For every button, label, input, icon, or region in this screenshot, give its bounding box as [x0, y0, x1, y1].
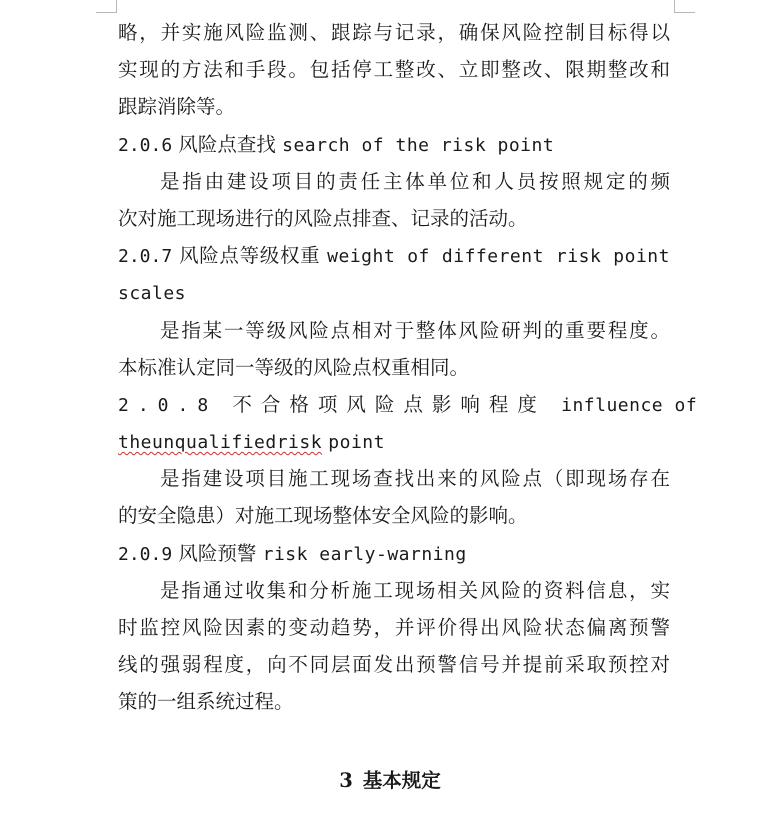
clause-number: 2.0.7 — [118, 246, 173, 268]
text-line: 本标准认定同一等级的风险点权重相同。 — [118, 355, 470, 379]
text-line: 时监控风险因素的变动趋势，并评价得出风险状态偏离预警 — [118, 616, 670, 639]
text-line: 是指某一等级风险点相对于整体风险研判的重要程度。 — [160, 318, 670, 342]
clause-term-en: search of the risk point — [282, 134, 555, 156]
text-line: 是指由建设项目的责任主体单位和人员按照规定的频 — [160, 169, 670, 193]
text-line: 是指通过收集和分析施工现场相关风险的资料信息，实 — [160, 578, 670, 602]
clause-term-en: weight of different risk point — [327, 246, 670, 268]
section-number: 3 — [339, 769, 353, 792]
text-line: 略，并实施风险监测、跟踪与记录，确保风险控制目标得以 — [118, 21, 670, 44]
section-heading — [0, 762, 780, 799]
page-corner-mark-right — [674, 0, 695, 13]
clause-2-0-8-title — [118, 386, 698, 423]
clause-term-en: influence of — [561, 394, 698, 416]
clause-term-en-cont: scales — [118, 283, 187, 305]
text-line: 策的一组系统过程。 — [118, 690, 294, 714]
text-line: 的安全隐患）对施工现场整体安全风险的影响。 — [118, 504, 528, 528]
clause-number: 2.0.8 — [118, 394, 218, 416]
clause-term-en-cont: point — [328, 432, 385, 454]
clause-term-en: risk early-warning — [262, 543, 467, 565]
clause-term-cn: 风险预警 — [178, 541, 257, 565]
text-line: 实现的方法和手段。包括停工整改、立即整改、限期整改和 — [118, 58, 670, 82]
text-line — [118, 423, 670, 460]
page-corner-mark-left — [96, 0, 117, 13]
clause-2-0-6-title — [118, 126, 670, 163]
document-body — [118, 14, 698, 721]
clause-2-0-7-title — [118, 237, 670, 274]
clause-2-0-9-title — [118, 535, 670, 572]
clause-term-cn: 风险点等级权重 — [179, 244, 321, 268]
clause-number: 2.0.6 — [118, 134, 173, 156]
text-line: 次对施工现场进行的风险点排查、记录的活动。 — [118, 206, 528, 230]
text-line: 线的强弱程度，向不同层面发出预警信号并提前采取预控对 — [118, 653, 670, 677]
clause-number: 2.0.9 — [118, 543, 173, 565]
section-title: 基本规定 — [362, 769, 441, 792]
clause-term-cn: 不合格项风险点影响程度 — [232, 392, 546, 416]
text-line: 跟踪消除等。 — [118, 95, 236, 119]
text-line: 是指建设项目施工现场查找出来的风险点（即现场存在 — [160, 467, 670, 491]
spellcheck-flagged-word: theunqualifiedrisk — [118, 432, 323, 454]
text-line — [118, 274, 670, 311]
clause-term-cn: 风险点查找 — [178, 132, 276, 156]
